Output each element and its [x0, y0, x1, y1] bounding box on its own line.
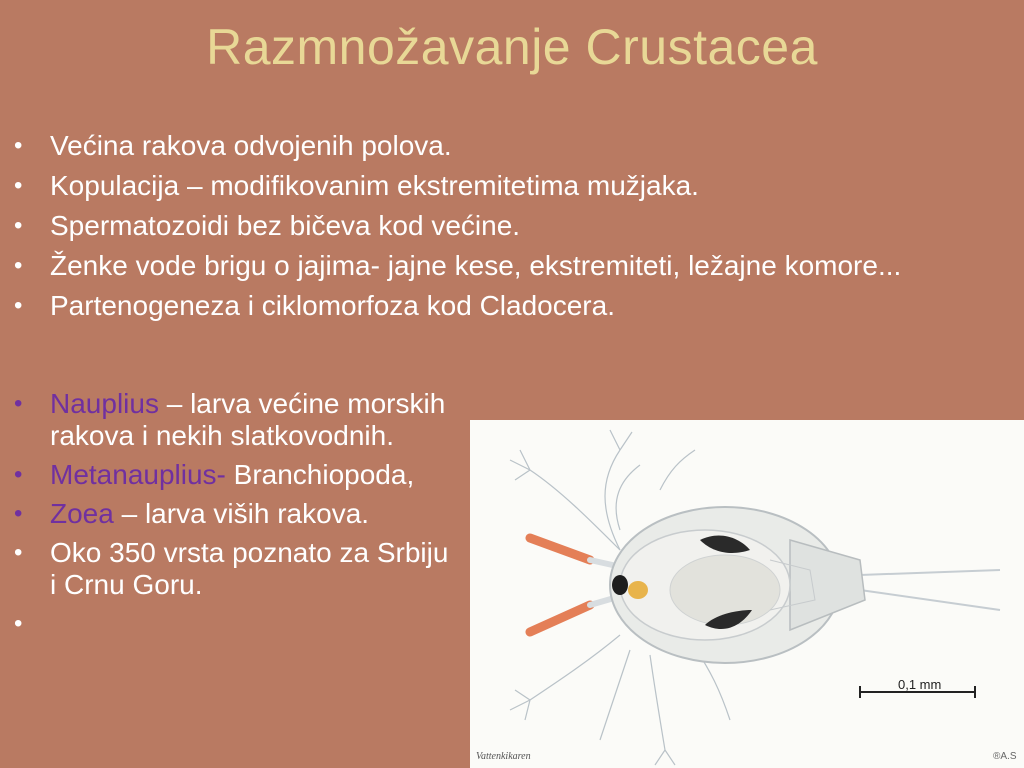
bottom-bullet-list: • Nauplius – larva većine morskih rakova i nekih slatkovodnih. • Metanauplius- Branchiopoda, • Zoea – larva viših rakova. • Oko 350 vrsta poznato za Srbiju i Crnu Goru. • [14, 388, 454, 608]
list-item: • Spermatozoidi bez bičeva kod većine. [14, 210, 521, 241]
list-item: • Zoea – larva viših rakova. [14, 498, 370, 529]
list-item: • Oko 350 vrsta poznato za Srbiju i Crnu Goru. [14, 537, 449, 600]
list-item: • Ženke vode brigu o jajima- jajne kese, ekstremiteti, ležajne komore... [14, 250, 902, 281]
scale-bar-label: 0,1 mm [898, 677, 942, 692]
list-item: • Metanauplius- Branchiopoda, [14, 459, 415, 490]
artist-signature: ®A.S [993, 751, 1017, 762]
list-item: • Nauplius – larva većine morskih rakova i nekih slatkovodnih. [14, 388, 446, 451]
crustacean-larva-illustration [470, 420, 1024, 768]
list-item: • Kopulacija – modifikovanim ekstremitetima mužjaka. [14, 170, 699, 201]
top-bullet-list [14, 130, 1004, 330]
slide-title: Razmnožavanje Crustacea [206, 19, 818, 75]
nauplius-drawing [470, 420, 1024, 768]
list-item: • Većina rakova odvojenih polova. [14, 130, 452, 161]
list-item: • Partenogeneza i ciklomorfoza kod Cladocera. [14, 290, 615, 321]
image-credit: Vattenkikaren [476, 751, 531, 762]
